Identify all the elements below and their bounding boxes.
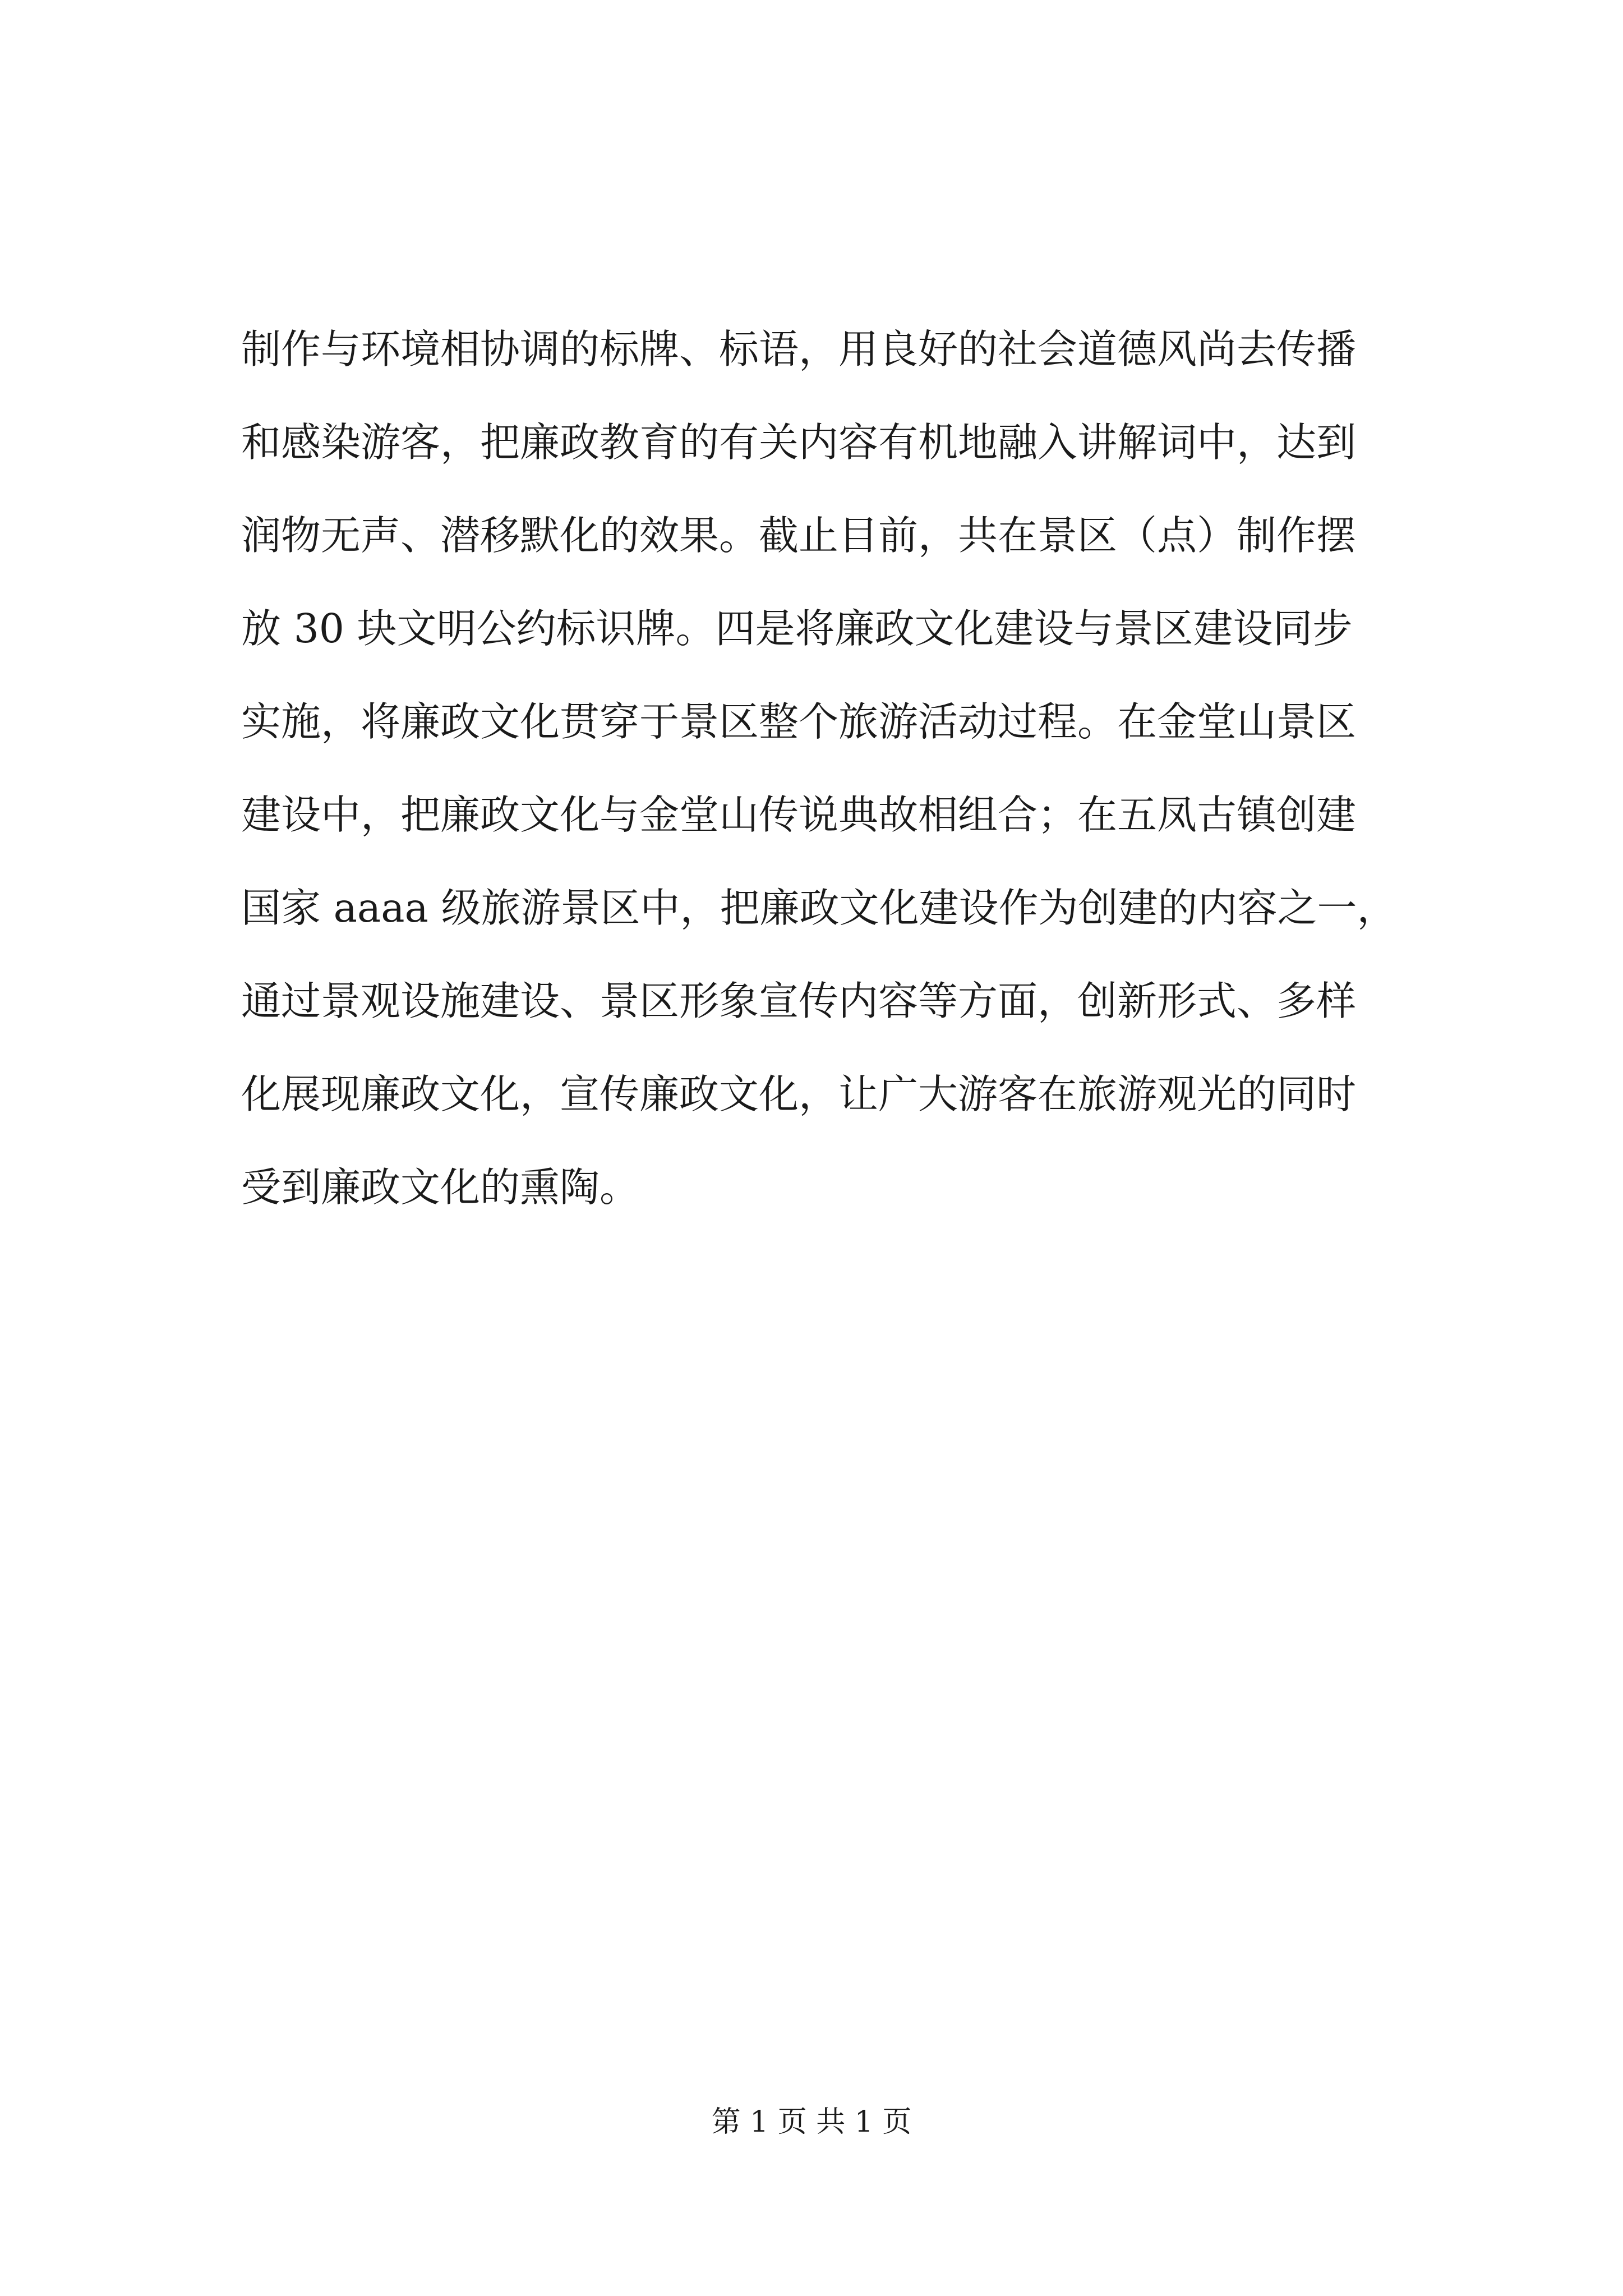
text-line: 实施，将廉政文化贯穿于景区整个旅游活动过程。在金堂山景区 [241, 698, 1357, 745]
page-number-footer: 第 1 页 共 1 页 [711, 2105, 912, 2139]
text-line: 受到廉政文化的熏陶。 [241, 1164, 640, 1211]
text-line: 化展现廉政文化，宣传廉政文化，让广大游客在旅游观光的同时 [241, 1071, 1357, 1117]
text-line: 和感染游客，把廉政教育的有关内容有机地融入讲解词中，达到 [241, 419, 1357, 466]
text-line: 放 30 块文明公约标识牌。四是将廉政文化建设与景区建设同步 [241, 605, 1353, 652]
body-paragraph [241, 303, 1436, 1234]
text-line: 通过景观设施建设、景区形象宣传内容等方面，创新形式、多样 [241, 978, 1357, 1024]
text-line: 制作与环境相协调的标牌、标语，用良好的社会道德风尚去传播 [241, 326, 1357, 372]
text-line: 润物无声、潜移默化的效果。截止目前，共在景区（点）制作摆 [241, 512, 1357, 559]
text-line: 国家 aaaa 级旅游景区中，把廉政文化建设作为创建的内容之一， [241, 885, 1397, 931]
text-line: 建设中，把廉政文化与金堂山传说典故相组合；在五凤古镇创建 [241, 792, 1357, 838]
